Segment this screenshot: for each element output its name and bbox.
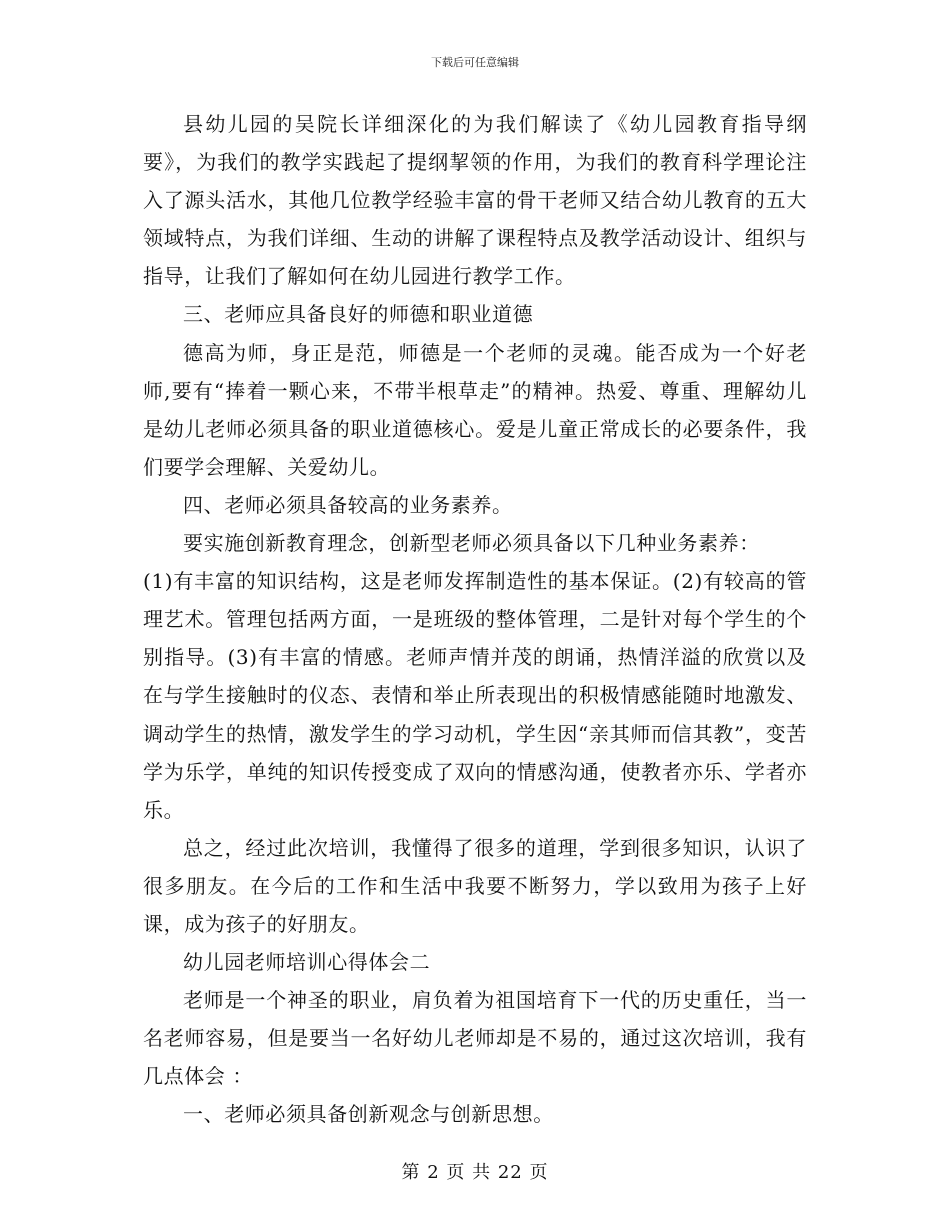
paragraph-intro: 县幼儿园的吴院长详细深化的为我们解读了《幼儿园教育指导纲要》，为我们的教学实践起了提纲挈领的作用，为我们的教育科学理论注入了源头活水，其他几位教学经验丰富的骨干老师又结合幼儿教育的五大领域特点，为我们详细、生动的讲解了课程特点及教学活动设计、组织与指导，让我们了解如何在幼儿园进行教学工作。 bbox=[143, 112, 807, 289]
paragraph-professional-qualities: (1)有丰富的知识结构，这是老师发挥制造性的基本保证。(2)有较高的管理艺术。管理包括两方面，一是班级的整体管理，二是针对每个学生的个别指导。(3)有丰富的情感。老师声情并茂的朗诵，热情洋溢的欣赏以及在与学生接触时的仪态、表情和举止所表现出的积极情感能随时地激发、调动学生的热情，激发学生的学习动机，学生因“亲其师而信其教”，变苦学为乐学，单纯的知识传授变成了双向的情感沟通，使教者亦乐、学者亦乐。 bbox=[143, 569, 807, 822]
paragraph-teacher-profession: 老师是一个神圣的职业，肩负着为祖国培育下一代的历史重任，当一名老师容易，但是要当一名好幼儿老师却是不易的，通过这次培训，我有几点体会 ： bbox=[143, 988, 807, 1089]
section-heading-3: 三、老师应具备良好的师德和职业道德 bbox=[183, 302, 534, 327]
section-title-2: 幼儿园老师培训心得体会二 bbox=[183, 950, 431, 975]
page-header: 下载后可任意编辑 bbox=[431, 56, 519, 69]
section-heading-4: 四、老师必须具备较高的业务素养。 bbox=[183, 492, 513, 517]
section-heading-1: 一、老师必须具备创新观念与创新思想。 bbox=[183, 1102, 554, 1127]
paragraph-teacher-ethics: 德高为师，身正是范，师德是一个老师的灵魂。能否成为一个好老师,要有“捧着一颗心来，不带半根草走”的精神。热爱、尊重、理解幼儿是幼儿老师必须具备的职业道德核心。爱是儿童正常成长的必要条件，我们要学会理解、关爱幼儿。 bbox=[143, 340, 807, 479]
document-body bbox=[143, 105, 807, 1134]
page-footer: 第 2 页 共 22 页 bbox=[401, 1162, 549, 1183]
paragraph-summary: 总之，经过此次培训，我懂得了很多的道理，学到很多知识，认识了很多朋友。在今后的工作和生活中我要不断努力，学以致用为孩子上好课，成为孩子的好朋友。 bbox=[143, 835, 807, 936]
paragraph-innovation-intro: 要实施创新教育理念，创新型老师必须具备以下几种业务素养： bbox=[183, 531, 760, 556]
